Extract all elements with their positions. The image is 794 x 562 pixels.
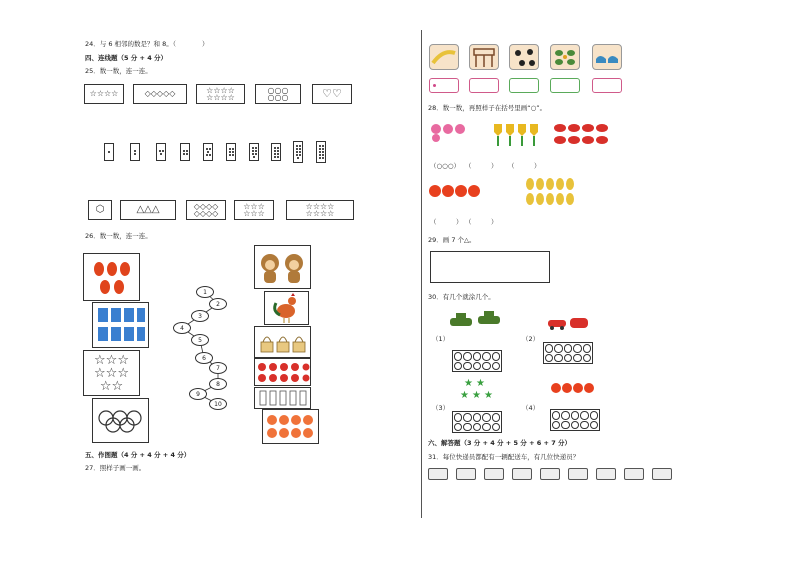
shirts-box — [92, 302, 149, 348]
svg-text:★: ★ — [464, 378, 473, 389]
bananas-icon — [430, 45, 458, 69]
q30-circle-grid-3[interactable] — [452, 411, 502, 433]
stars-box — [83, 350, 140, 396]
baskets-box — [254, 326, 311, 358]
svg-text:★: ★ — [484, 390, 493, 401]
question-29: 29．画 7 个△。 — [428, 236, 476, 244]
q25-bottom-shapes-2: △△△ — [136, 204, 160, 215]
number-circle-2: 2 — [209, 298, 227, 310]
tanks-picture — [448, 310, 504, 332]
question-31: 31．每位快递员都配有一辆配送车，有几位快递员？ — [428, 453, 580, 461]
grid-cell[interactable] — [564, 344, 572, 353]
grid-cell[interactable] — [463, 362, 471, 371]
grid-cell[interactable] — [454, 362, 462, 371]
rings-box — [92, 398, 149, 443]
q28-example-answer: （○○○） — [430, 162, 461, 170]
pears-picture — [524, 176, 576, 208]
answer-box-4[interactable] — [550, 78, 580, 93]
q30-label-4: （4） — [522, 404, 540, 412]
number-circle-7: 7 — [209, 362, 227, 374]
q25-bottom-shapes-4: ☆☆☆ ☆☆☆ — [243, 202, 265, 218]
question-27: 27．照样子画一画。 — [85, 464, 146, 472]
q28-answer-paren-3[interactable]: （ ） — [430, 218, 463, 226]
q30-circle-grid-1[interactable] — [452, 350, 502, 372]
question-25: 25．数一数，连一连。 — [85, 67, 152, 75]
q29-drawing-box[interactable] — [430, 251, 550, 283]
q25-top-box-2 — [133, 84, 187, 104]
delivery-van-8 — [624, 468, 644, 480]
delivery-van-1 — [428, 468, 448, 480]
q30-label-2: （2） — [522, 335, 540, 343]
q25-bottom-box-3 — [186, 200, 226, 220]
rings-picture — [96, 406, 146, 436]
grid-cell[interactable] — [580, 411, 588, 420]
grid-cell[interactable] — [463, 413, 471, 422]
svg-text:★: ★ — [476, 378, 485, 389]
q25-top-shapes-1: ☆☆☆☆ — [89, 89, 119, 98]
tile-turtles — [550, 44, 580, 70]
domino-1 — [104, 143, 114, 161]
ladybugs-picture — [256, 360, 310, 384]
q30-label-3: （3） — [432, 404, 450, 412]
grid-cell[interactable] — [545, 344, 553, 353]
apples-red-picture — [550, 378, 596, 398]
stars-green-picture — [460, 376, 496, 402]
answer-box-1[interactable] — [429, 78, 459, 93]
grid-cell[interactable] — [552, 421, 560, 430]
peppers-box — [83, 253, 140, 301]
tile-shoes — [592, 44, 622, 70]
section-5-heading: 五、作图题（4 分 + 4 分 + 4 分） — [85, 451, 191, 459]
grid-cell[interactable] — [492, 423, 500, 432]
grid-cell[interactable] — [473, 423, 481, 432]
domino-6 — [226, 143, 236, 161]
peaches-picture — [264, 412, 318, 442]
grid-cell[interactable] — [454, 423, 462, 432]
number-circle-8: 8 — [209, 378, 227, 390]
grid-cell[interactable] — [583, 354, 591, 363]
domino-3 — [156, 143, 166, 161]
peaches-box — [262, 409, 319, 444]
q25-bottom-shapes-3: ◇◇◇◇ ◇◇◇◇ — [193, 202, 219, 218]
grid-cell[interactable] — [492, 352, 500, 361]
grid-cell[interactable] — [473, 362, 481, 371]
turtles-icon — [551, 45, 579, 69]
grid-cell[interactable] — [552, 411, 560, 420]
q25-top-box-5 — [312, 84, 352, 104]
number-circle-6: 6 — [195, 352, 213, 364]
monkeys-picture — [257, 249, 309, 285]
question-30: 30．有几个就涂几个。 — [428, 293, 495, 301]
q25-top-box-1 — [84, 84, 124, 104]
bears-icon — [510, 45, 538, 69]
q30-label-1: （1） — [432, 335, 450, 343]
q28-answer-paren-4[interactable]: （ ） — [465, 218, 498, 226]
q25-bottom-shapes-5: ☆☆☆☆ ☆☆☆☆ — [305, 202, 335, 218]
baskets-picture — [257, 328, 309, 356]
apples-picture — [428, 182, 486, 200]
q25-top-shapes-2: ◇◇◇◇◇ — [144, 89, 176, 98]
q25-bottom-box-1 — [88, 200, 112, 220]
q25-top-shapes-4: ○○○ ○○○ — [267, 86, 289, 102]
delivery-van-4 — [512, 468, 532, 480]
grid-cell[interactable] — [492, 362, 500, 371]
delivery-van-9 — [652, 468, 672, 480]
birds-picture — [552, 122, 612, 148]
q25-top-box-3 — [196, 84, 245, 104]
monkeys-box — [254, 245, 311, 289]
grid-cell[interactable] — [473, 413, 481, 422]
grid-cell[interactable] — [573, 344, 581, 353]
grid-cell[interactable] — [554, 344, 562, 353]
domino-4 — [180, 143, 190, 161]
grid-cell[interactable] — [482, 413, 490, 422]
answer-box-5[interactable] — [592, 78, 622, 93]
grid-cell[interactable] — [564, 354, 572, 363]
grid-cell[interactable] — [561, 421, 569, 430]
grid-cell[interactable] — [482, 352, 490, 361]
stars-picture: ☆☆☆ ☆☆☆ ☆☆ — [94, 352, 129, 394]
shoes-icon — [593, 45, 621, 69]
rooster-picture — [272, 293, 302, 323]
grid-cell[interactable] — [454, 413, 462, 422]
cups-picture — [256, 389, 310, 407]
grid-cell[interactable] — [580, 421, 588, 430]
q28-answer-paren-1[interactable]: （ ） — [465, 162, 498, 170]
number-chain-lines — [170, 280, 240, 420]
grid-cell[interactable] — [492, 413, 500, 422]
number-circle-10: 10 — [209, 398, 227, 410]
shirts-picture — [95, 305, 147, 345]
grid-cell[interactable] — [482, 362, 490, 371]
grid-cell[interactable] — [463, 352, 471, 361]
number-circle-1: 1 — [196, 286, 214, 298]
grid-cell[interactable] — [463, 423, 471, 432]
flowers-picture — [428, 122, 468, 142]
domino-2 — [130, 143, 140, 161]
delivery-van-7 — [596, 468, 616, 480]
svg-text:★: ★ — [472, 390, 481, 401]
question-24: 24．与 6 相邻的数是？和 8。（ ） — [85, 40, 209, 48]
domino-9 — [293, 141, 303, 163]
question-26: 26．数一数，连一连。 — [85, 232, 152, 240]
q25-bottom-shapes-1: ⬡ — [95, 204, 105, 215]
domino-7 — [249, 143, 259, 161]
q30-circle-grid-2[interactable] — [543, 342, 593, 364]
number-circle-3: 3 — [191, 310, 209, 322]
grid-cell[interactable] — [454, 352, 462, 361]
rooster-box — [264, 291, 309, 325]
svg-text:★: ★ — [460, 390, 469, 401]
peppers-picture — [87, 257, 137, 297]
domino-5 — [203, 143, 213, 161]
grid-cell[interactable] — [571, 421, 579, 430]
answer-dot — [433, 84, 436, 87]
answer-box-3[interactable] — [509, 78, 539, 93]
delivery-van-3 — [484, 468, 504, 480]
number-circle-9: 9 — [189, 388, 207, 400]
cars-picture — [546, 314, 592, 332]
grid-cell[interactable] — [573, 354, 581, 363]
column-divider — [421, 30, 422, 518]
domino-10 — [316, 141, 326, 163]
tile-chairs — [469, 44, 499, 70]
delivery-van-6 — [568, 468, 588, 480]
grid-cell[interactable] — [545, 354, 553, 363]
number-circle-5: 5 — [191, 334, 209, 346]
grid-cell[interactable] — [473, 352, 481, 361]
tile-bananas — [429, 44, 459, 70]
q28-answer-paren-2[interactable]: （ ） — [508, 162, 541, 170]
section-4-heading: 四、连线题（5 分 + 4 分） — [85, 54, 168, 62]
grid-cell[interactable] — [583, 344, 591, 353]
q25-top-shapes-3: ☆☆☆☆ ☆☆☆☆ — [206, 86, 235, 102]
ladybugs-box — [254, 358, 311, 386]
domino-8 — [271, 143, 281, 161]
tulips-picture — [490, 122, 546, 148]
grid-cell[interactable] — [561, 411, 569, 420]
delivery-van-2 — [456, 468, 476, 480]
number-circle-4: 4 — [173, 322, 191, 334]
q25-top-shapes-5: ♡♡ — [322, 87, 342, 100]
grid-cell[interactable] — [482, 423, 490, 432]
answer-box-2[interactable] — [469, 78, 499, 93]
q25-top-box-4 — [255, 84, 301, 104]
grid-cell[interactable] — [554, 354, 562, 363]
grid-cell[interactable] — [590, 411, 598, 420]
section-6-heading: 六、解答题（3 分 + 4 分 + 5 分 + 6 + 7 分） — [428, 439, 572, 447]
q30-circle-grid-4[interactable] — [550, 409, 600, 431]
q25-bottom-box-2 — [120, 200, 176, 220]
grid-cell[interactable] — [590, 421, 598, 430]
question-28: 28．数一数，再照样子在括号里画“○”。 — [428, 104, 547, 112]
chairs-icon — [470, 45, 498, 69]
grid-cell[interactable] — [571, 411, 579, 420]
q25-bottom-box-5 — [286, 200, 354, 220]
cups-box — [254, 387, 311, 409]
delivery-van-5 — [540, 468, 560, 480]
tile-bears — [509, 44, 539, 70]
q25-bottom-box-4 — [234, 200, 274, 220]
